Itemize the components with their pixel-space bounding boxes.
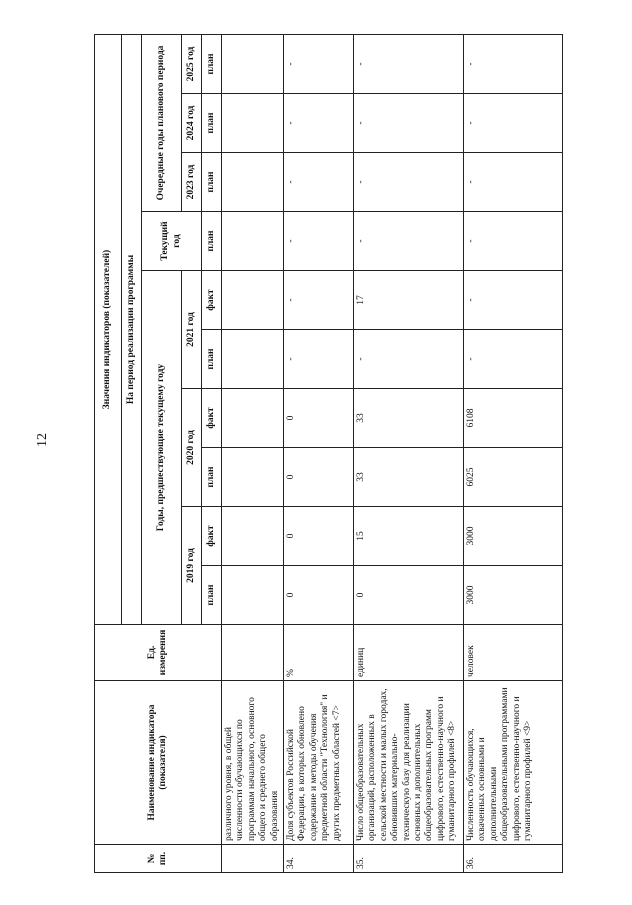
rotated-table-wrapper <box>94 35 560 873</box>
header-2025: 2025 год <box>182 35 202 94</box>
page-number: 12 <box>35 433 50 447</box>
value-cell <box>222 389 284 448</box>
header-num: № пп. <box>95 845 222 873</box>
value-cell: - <box>283 212 353 271</box>
value-cell: 6108 <box>463 389 562 448</box>
row-name: различного уровня, в общей численности обучающихся по программам начального, основного общего и среднего общего образования <box>222 681 284 845</box>
value-cell: - <box>283 35 353 94</box>
header-2019-plan: план <box>202 566 222 625</box>
value-cell: - <box>463 271 562 330</box>
header-2020-fact: факт <box>202 389 222 448</box>
header-period: На период реализации программы <box>122 35 142 625</box>
value-cell: 33 <box>353 389 463 448</box>
value-cell <box>222 94 284 153</box>
header-2022-plan: план <box>202 212 222 271</box>
value-cell <box>222 212 284 271</box>
value-cell: 3000 <box>463 566 562 625</box>
value-cell: - <box>283 330 353 389</box>
header-2025-plan: план <box>202 35 222 94</box>
value-cell: - <box>283 153 353 212</box>
row-unit: единиц <box>353 625 463 681</box>
value-cell <box>222 566 284 625</box>
value-cell: 0 <box>353 566 463 625</box>
header-unit: Ед. измерения <box>95 625 222 681</box>
row-num: 35. <box>353 845 463 873</box>
row-name: Численность обучающихся, охваченных основными и дополнительными общеобразовательными программами цифрового, естественно-научного и гуманитарного профилей <9> <box>463 681 562 845</box>
value-cell: - <box>353 153 463 212</box>
row-name: Доля субъектов Российской Федерации, в которых обновлено содержание и методы обучения предметной области "Технология" и других предметных областей <7> <box>283 681 353 845</box>
value-cell: - <box>283 271 353 330</box>
value-cell: 0 <box>283 448 353 507</box>
header-2020: 2020 год <box>182 389 202 507</box>
value-cell: - <box>463 330 562 389</box>
value-cell: - <box>463 212 562 271</box>
table-row <box>463 35 562 873</box>
value-cell: 3000 <box>463 507 562 566</box>
value-cell: 33 <box>353 448 463 507</box>
value-cell: - <box>353 330 463 389</box>
value-cell: - <box>463 35 562 94</box>
row-num: 34. <box>283 845 353 873</box>
header-2024-plan: план <box>202 94 222 153</box>
value-cell: - <box>283 94 353 153</box>
table-row <box>283 35 353 873</box>
value-cell <box>222 153 284 212</box>
row-unit: % <box>283 625 353 681</box>
header-name: Наименование индикатора (показателя) <box>95 681 222 845</box>
value-cell <box>222 507 284 566</box>
row-unit <box>222 625 284 681</box>
header-values: Значения индикаторов (показателей) <box>95 35 122 625</box>
row-num: 36. <box>463 845 562 873</box>
value-cell: 0 <box>283 389 353 448</box>
row-unit: человек <box>463 625 562 681</box>
header-current: Текущий год <box>142 212 202 271</box>
value-cell: - <box>353 212 463 271</box>
value-cell: - <box>353 35 463 94</box>
value-cell: 15 <box>353 507 463 566</box>
row-name: Число общеобразовательных организаций, расположенных в сельской местности и малых городах, обновивших материально-техническую базу для реализации основных и дополнительных общеобразовательных программ цифрового, естественно-научного и гуманитарного профилей <8> <box>353 681 463 845</box>
table-row <box>353 35 463 873</box>
header-2021-fact: факт <box>202 271 222 330</box>
table-row <box>222 35 284 873</box>
indicators-table <box>94 34 563 873</box>
value-cell <box>222 330 284 389</box>
header-2023-plan: план <box>202 153 222 212</box>
value-cell: 6025 <box>463 448 562 507</box>
value-cell: 0 <box>283 566 353 625</box>
value-cell <box>222 35 284 94</box>
header-2021-plan: план <box>202 330 222 389</box>
header-next-years: Очередные годы планового периода <box>142 35 182 212</box>
header-prev-years: Годы, предшествующие текущему году <box>142 271 182 625</box>
value-cell: 0 <box>283 507 353 566</box>
value-cell: 17 <box>353 271 463 330</box>
value-cell: - <box>463 153 562 212</box>
value-cell <box>222 448 284 507</box>
row-num <box>222 845 284 873</box>
value-cell: - <box>353 94 463 153</box>
header-2023: 2023 год <box>182 153 202 212</box>
header-2020-plan: план <box>202 448 222 507</box>
header-2019-fact: факт <box>202 507 222 566</box>
header-2024: 2024 год <box>182 94 202 153</box>
header-2019: 2019 год <box>182 507 202 625</box>
value-cell: - <box>463 94 562 153</box>
value-cell <box>222 271 284 330</box>
header-2021: 2021 год <box>182 271 202 389</box>
